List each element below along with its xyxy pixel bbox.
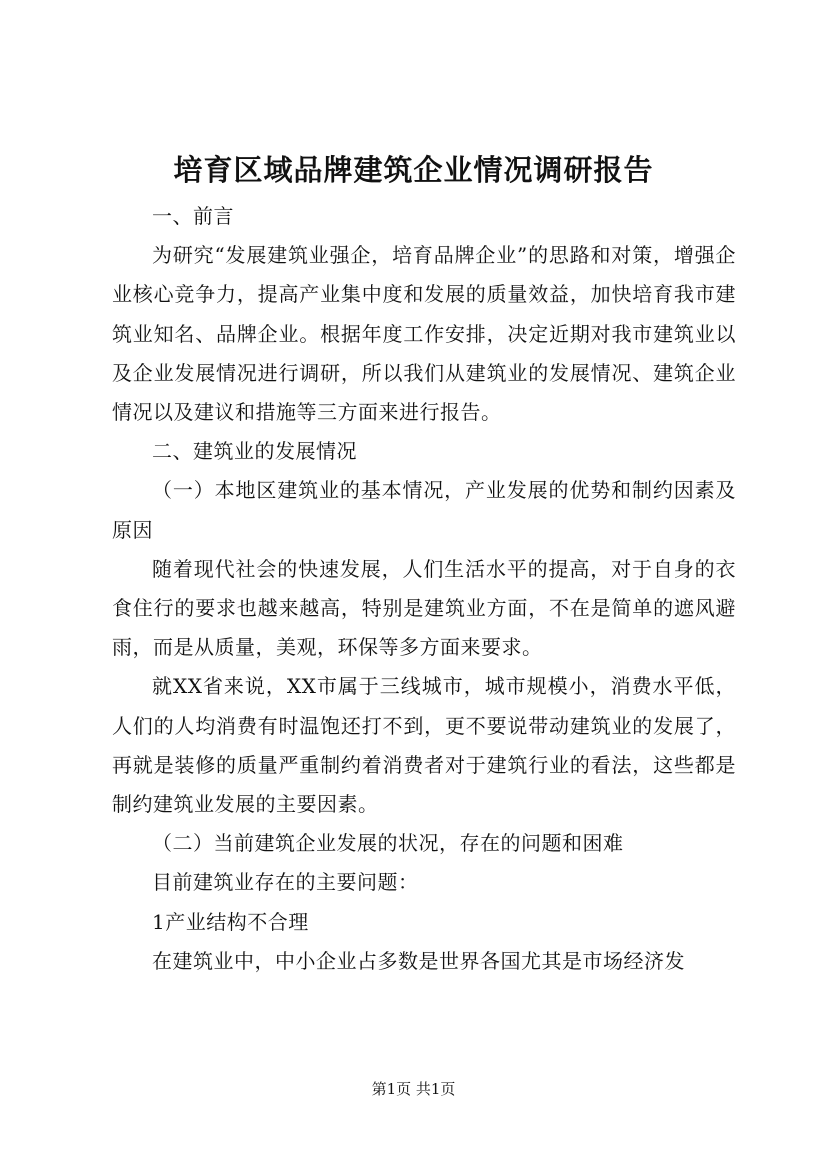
section-heading-preface: 一、前言 xyxy=(152,204,234,228)
paragraph-social-development: 随着现代社会的快速发展，人们生活水平的提高，对于自身的衣食住行的要求也越来越高，特别是建筑业方面，不在是简单的遮风避雨，而是从质量，美观，环保等多方面来要求。 xyxy=(112,556,736,660)
paragraph-province-situation: 就XX省来说，XX市属于三线城市，城市规模小，消费水平低，人们的人均消费有时温饱还打不到，更不要说带动建筑业的发展了，再就是装修的质量严重制约着消费者对于建筑行业的看法，这些都是制约建筑业发展的主要因素。 xyxy=(112,674,736,817)
document-title: 培育区域品牌建筑企业情况调研报告 xyxy=(173,153,654,187)
paragraph-intro: 为研究“发展建筑业强企，培育品牌企业”的思路和对策，增强企业核心竞争力，提高产业集中度和发展的质量效益，加快培育我市建筑业知名、品牌企业。根据年度工作安排，决定近期对我市建筑业以及企业发展情况进行调研，所以我们从建筑业的发展情况、建筑企业情况以及建议和措施等三方面来进行报告。 xyxy=(112,243,736,425)
document-body xyxy=(112,197,736,981)
subsection-heading-current-status: （二）当前建筑企业发展的状况，存在的问题和困难 xyxy=(152,831,624,856)
list-item-structure: 1产业结构不合理 xyxy=(152,909,309,934)
paragraph-smes: 在建筑业中，中小企业占多数是世界各国尤其是市场经济发 xyxy=(152,948,685,973)
page-number-footer: 第1页 共1页 xyxy=(371,1080,456,1098)
subsection-heading-basic-situation: （一）本地区建筑业的基本情况，产业发展的优势和制约因素及原因 xyxy=(112,478,736,542)
section-heading-development: 二、建筑业的发展情况 xyxy=(152,439,357,464)
paragraph-main-problems: 目前建筑业存在的主要问题： xyxy=(152,870,419,895)
